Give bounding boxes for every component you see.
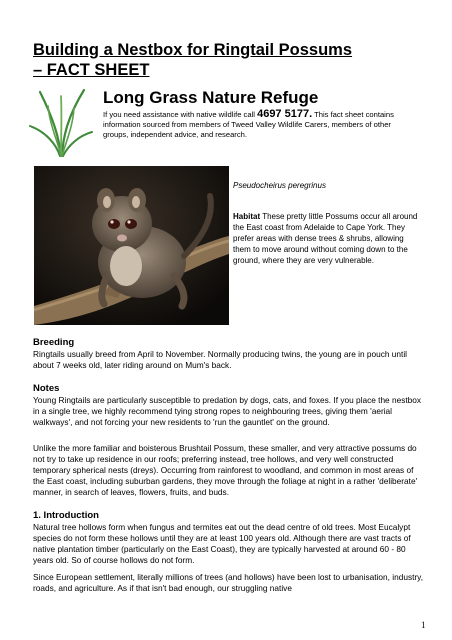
notes-paragraph-2: Unlike the more familiar and boisterous Brushtail Possum, these smaller, and very attractive possums do not try to take up residence in our roofs; preferring instead, tree hollows, and very well constructed temporary spherical nests (dreys). Occurring from rainforest to woodland, and common in most areas of the East coast, including suburban gardens, they move through the foliage at night in a rather 'deliberate' manner, in search of leaves, flowers, fruits, and buds. xyxy=(33,443,418,497)
phone-number: 4697 5177. xyxy=(257,108,313,120)
intro-paragraph-1: Natural tree hollows form when fungus and termites eat out the dead centre of old trees. Most Eucalypt species do not form these hollows until they are at least 100 years old. Although there are vast tracts of native plantation timber (particularly on the East Coast), they are typically harvested at around 60 - 80 years old. So of course hollows do not form. xyxy=(33,522,411,565)
habitat-text xyxy=(233,211,423,266)
contact-text xyxy=(103,109,418,140)
notes-paragraph-1: Young Ringtails are particularly susceptible to predation by dogs, cats, and foxes. If you place the nestbox in a single tree, we highly recommend tying strong ropes to neighbouring trees, giving them 'aerial walkways', and not forcing your new residents to 'run the gauntlet' on the ground. xyxy=(33,395,422,427)
title-line-2: – FACT SHEET xyxy=(33,61,150,79)
org-name: Long Grass Nature Refuge xyxy=(103,88,319,107)
page-title xyxy=(33,40,433,80)
grass-logo-icon xyxy=(28,86,94,158)
page-number: 1 xyxy=(421,620,426,630)
breeding-text: Ringtails usually breed from April to November. Normally producing twins, the young are in pouch until about 7 weeks old, later riding around on Mum's back. xyxy=(33,349,408,370)
ringtail-possum-photo xyxy=(34,166,229,325)
title-line-1: Building a Nestbox for Ringtail Possums xyxy=(33,41,353,59)
notes-heading: Notes xyxy=(33,383,60,394)
habitat-description: These pretty little Possums occur all around the East coast from Adelaide to Cape York. They prefer areas with dense trees & shrubs, allowing them to move around without coming down to the ground, where they are very vulnerable. xyxy=(233,212,418,265)
intro-paragraph-2: Since European settlement, literally millions of trees (and hollows) have been lost to urbanisation, industry, roads, and agriculture. As if that isn't bad enough, our struggling native xyxy=(33,572,424,593)
habitat-label: Habitat xyxy=(233,212,261,221)
contact-details: This fact sheet contains information sourced from members of Tweed Valley Wildlife Carers, members of other groups, independent advice, and research. xyxy=(103,110,394,139)
intro-heading: 1. Introduction xyxy=(33,510,99,521)
contact-intro: If you need assistance with native wildlife call xyxy=(103,110,258,119)
breeding-heading: Breeding xyxy=(33,337,75,348)
species-name: Pseudocheirus peregrinus xyxy=(233,181,326,190)
